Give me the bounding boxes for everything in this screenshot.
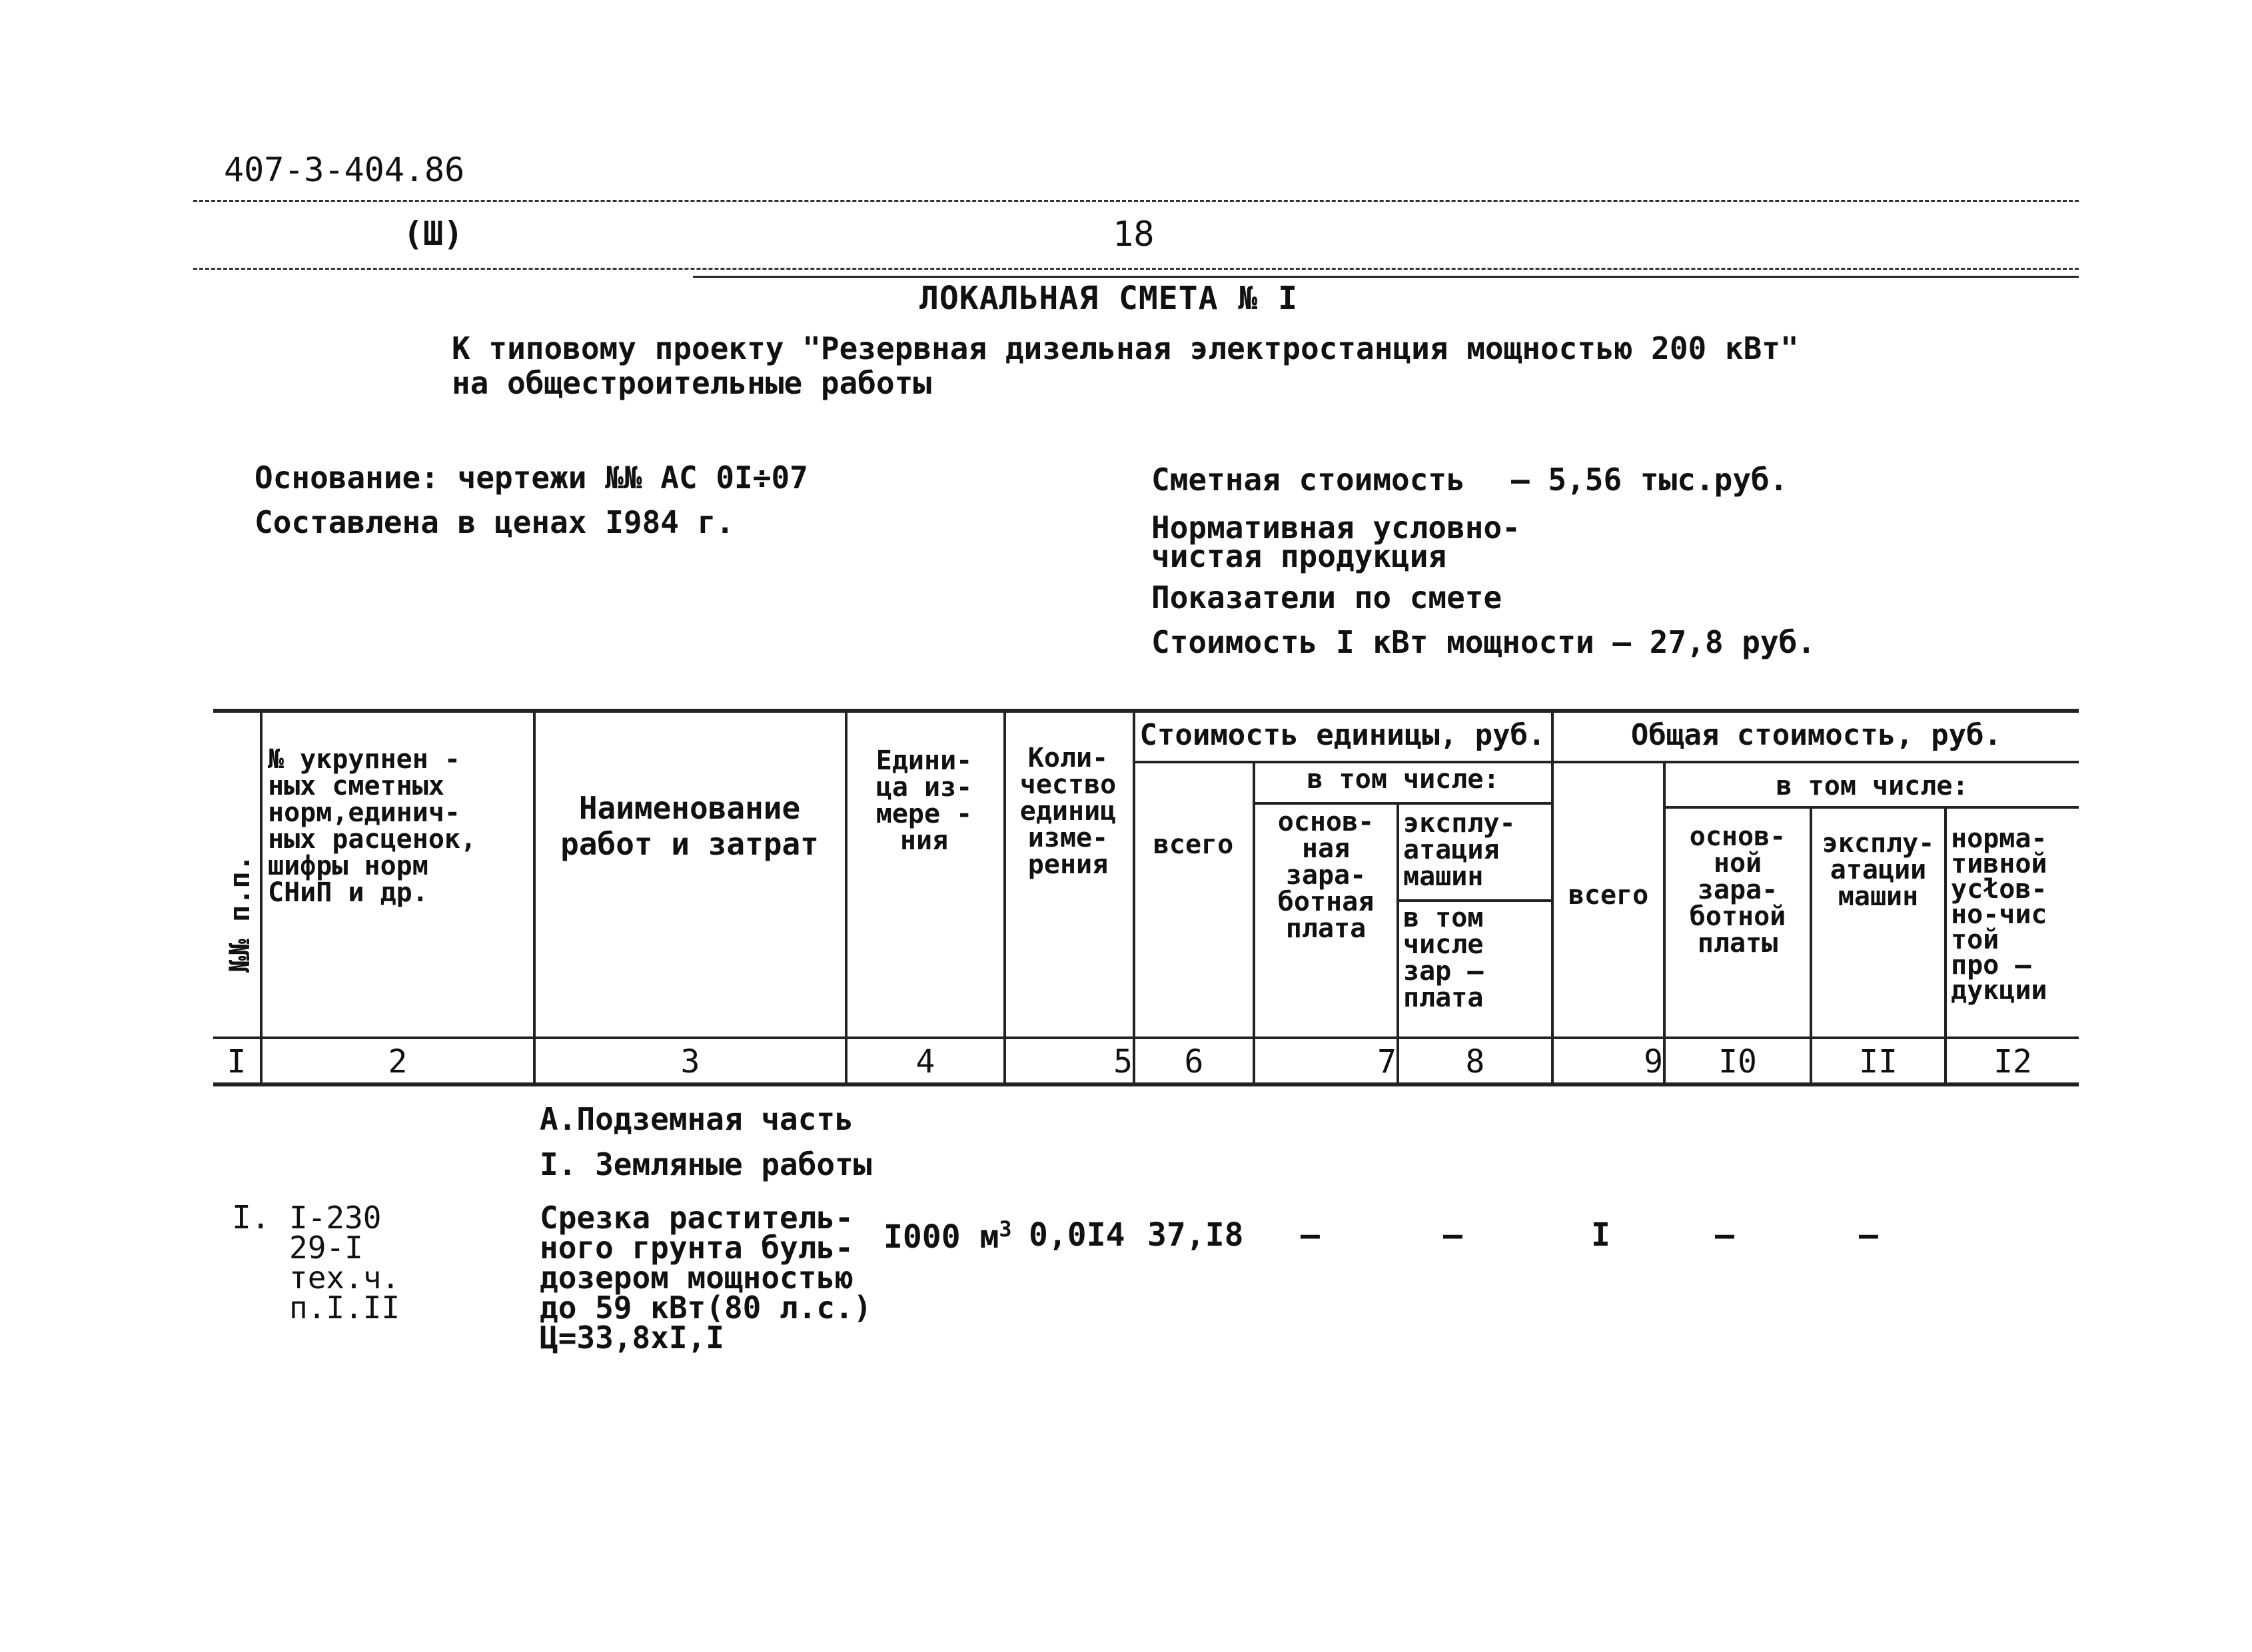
header-unit-machine-wage: в том числе зар – плата [1403, 903, 1484, 1013]
header-total-incl: в том числе: [1776, 771, 1969, 801]
col-number-9: 9 [1644, 1043, 1663, 1080]
normative-product-label-1: Нормативная условно- [1151, 510, 1520, 546]
row-number: I. [232, 1199, 271, 1236]
header-total-cost-group: Общая стоимость, руб. [1630, 718, 2002, 752]
machine-wage-divider [1399, 899, 1552, 902]
header-row-number: №№ п.п. [223, 854, 256, 973]
col-divider [1397, 802, 1399, 1084]
col-divider [260, 710, 263, 1084]
row-unit [883, 1216, 1012, 1256]
col-number-1: I [227, 1043, 247, 1080]
header-bottom-line [213, 1036, 2079, 1039]
header-unit-machine: эксплу- атация машин [1403, 808, 1516, 892]
header-rule-bottom [693, 276, 2079, 278]
incl-underline-unit [1253, 802, 1552, 805]
row-total-machine: – [1859, 1216, 1878, 1254]
row-norm-code: I-230 29-I тех.ч. п.I.II [289, 1200, 400, 1326]
header-unit: Едини- ца из- мере - ния [875, 745, 973, 856]
estimate-cost-value: – 5,56 тыс.руб. [1511, 462, 1788, 498]
header-unit-total: всего [1153, 829, 1234, 860]
header-rule-mid [193, 268, 2079, 270]
header-quantity: Коли- чество единиц изме- рения [1019, 743, 1117, 880]
row-quantity: 0,0I4 [1029, 1216, 1125, 1254]
table-top-line [213, 709, 2079, 713]
normative-product-label-2: чистая продукция [1151, 538, 1447, 574]
row-unit-total: 37,I8 [1147, 1216, 1244, 1254]
header-rule-top [193, 200, 2079, 202]
col-number-3: 3 [680, 1043, 700, 1080]
col-number-4: 4 [915, 1043, 935, 1080]
incl-underline-total [1666, 806, 2079, 809]
numbers-bottom-line [213, 1082, 2079, 1086]
header-unit-cost-group: Стоимость единицы, руб. [1139, 718, 1546, 752]
row-unit-sup: 3 [999, 1216, 1012, 1242]
col-number-8: 8 [1465, 1043, 1485, 1080]
document-title: ЛОКАЛЬНАЯ СМЕТА № I [919, 280, 1299, 317]
header-total-machine: эксплу- атации машин [1822, 828, 1935, 912]
row-work-name: Срезка раститель- ного грунта буль- дозером мощностью до 59 кВт(80 л.с.) Ц=33,8хI,I [540, 1200, 872, 1356]
header-unit-wage: основ- ная зара- ботная плата [1277, 807, 1375, 944]
header-total-total: всего [1568, 880, 1649, 911]
col-number-2: 2 [388, 1043, 408, 1080]
row-unit-wage: – [1301, 1216, 1320, 1254]
page-number: 18 [1113, 214, 1155, 254]
row-total-wage: – [1715, 1216, 1734, 1254]
header-unit-incl: в том числе: [1307, 764, 1500, 795]
estimate-cost-label: Сметная стоимость [1151, 462, 1465, 498]
unit-group-underline [1133, 761, 2079, 763]
col-number-10: I0 [1718, 1043, 1757, 1080]
col-number-11: II [1859, 1043, 1898, 1080]
col-divider [533, 710, 536, 1084]
col-number-6: 6 [1184, 1043, 1204, 1080]
section-underground: А.Подземная часть [540, 1101, 853, 1137]
col-number-7: 7 [1377, 1043, 1397, 1080]
section-earthworks: I. Земляные работы [540, 1146, 872, 1182]
header-norm-codes: № укрупнен - ных сметных норм,единич- ных расценок, шифры норм СНиП и др. [268, 744, 477, 908]
header-work-name: Наименование работ и затрат [560, 790, 819, 862]
row-unit-machine: – [1443, 1216, 1462, 1254]
col-divider [1133, 710, 1135, 1084]
subtitle-line-2: на общестроительные работы [452, 365, 932, 401]
basis-text: Основание: чертежи №№ АС 0I÷07 [255, 460, 808, 496]
subtitle-line-1: К типовому проекту "Резервная дизельная электростанция мощностью 200 кВт" [452, 330, 1799, 366]
prices-text: Составлена в ценах I984 г. [255, 504, 735, 540]
col-number-5: 5 [1113, 1043, 1133, 1080]
indicators-label: Показатели по смете [1151, 580, 1502, 616]
document-code: 407-3-404.86 [224, 151, 465, 189]
row-unit-text: I000 м [883, 1218, 999, 1256]
sheet-mark: (Ш) [403, 214, 464, 253]
cost-per-kw: Стоимость I кВт мощности – 27,8 руб. [1151, 624, 1816, 660]
row-total: I [1591, 1216, 1610, 1254]
header-total-wage: основ- ной зара- ботной платы [1689, 821, 1786, 959]
header-total-norm: норма- тивной усłов- но-чис той про – дукции [1951, 823, 2047, 1006]
col-number-12: I2 [1993, 1043, 2032, 1080]
